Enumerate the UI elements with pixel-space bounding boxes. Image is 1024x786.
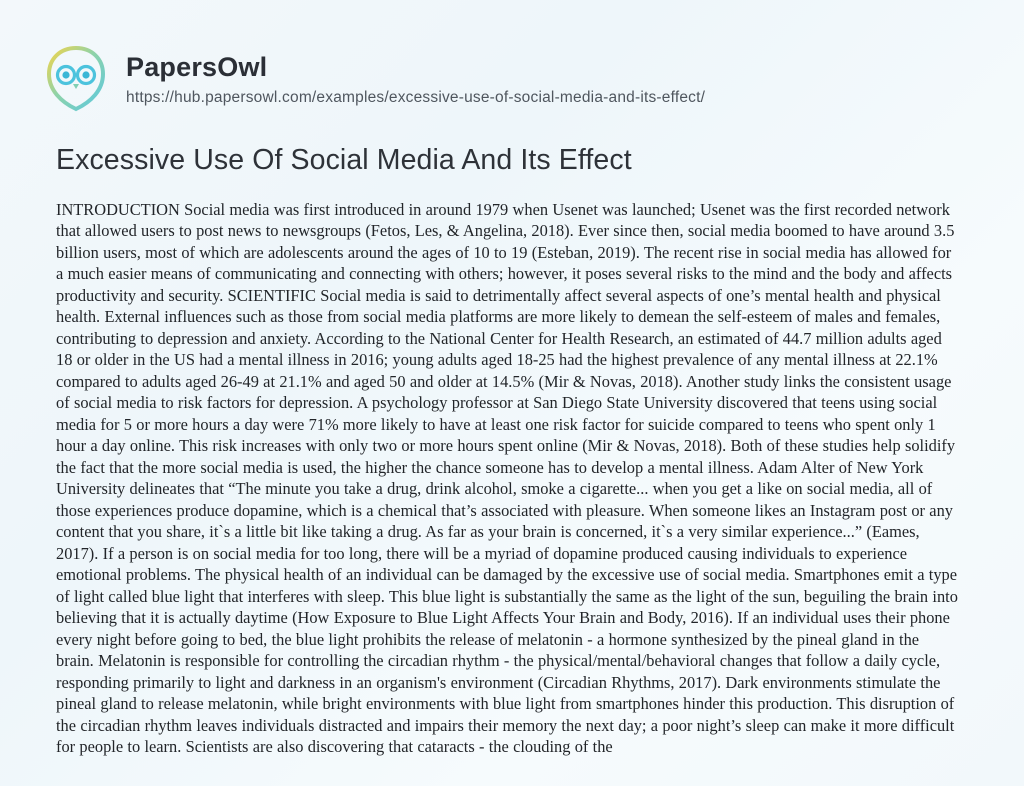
site-header [12, 12, 1012, 108]
owl-logo-icon [40, 42, 112, 114]
document-sheet [12, 12, 1012, 774]
document-content [12, 108, 1012, 758]
source-url[interactable]: https://hub.papersowl.com/examples/excessive-use-of-social-media-and-its-effect/ [126, 89, 706, 107]
article-body: INTRODUCTION Social media was first introduced in around 1979 when Usenet was launched; Usenet was the first recorded network that allowed users to post news to newsgroups (Fetos, Les, & Angelina, 2018). Ever since then, social media boomed to have around 3.5 billion users, most of which are adolescents around the ages of 10 to 19 (Esteban, 2019). The recent rise in social media has allowed for a much easier means of communicating and connecting with others; however, it poses several risks to the mind and the body and affects productivity and security. SCIENTIFIC Social media is said to detrimentally affect several aspects of one’s mental health and physical health. External influences such as those from social media platforms are more likely to demean the self-esteem of males and females, contributing to depression and anxiety. According to the National Center for Health Research, an estimated of 44.7 million adults aged 18 or older in the US had a mental illness in 2016; young adults aged 18-25 had the highest prevalence of any mental illness at 22.1% compared to adults aged 26-49 at 21.1% and aged 50 and older at 14.5% (Mir & Novas, 2018). Another study links the consistent usage of social media to risk factors for depression. A psychology professor at San Diego State University discovered that teens using social media for 5 or more hours a day were 71% more likely to have at least one risk factor for suicide compared to teens who spent only 1 hour a day online. This risk increases with only two or more hours spent online (Mir & Novas, 2018). Both of these studies help solidify the fact that the more social media is used, the higher the chance someone has to develop a mental illness. Adam Alter of New York University delineates that “The minute you take a drug, drink alcohol, smoke a cigarette... when you get a like on social media, all of those experiences produce dopamine, which is a chemical that’s associated with pleasure. When someone likes an Instagram post or any content that you share, it`s a little bit like taking a drug. As far as your brain is concerned, it`s a very similar experience...” (Eames, 2017). If a person is on social media for too long, there will be a myriad of dopamine produced causing individuals to experience emotional problems. The physical health of an individual can be damaged by the excessive use of social media. Smartphones emit a type of light called blue light that interferes with sleep. This blue light is substantially the same as the light of the sun, beguiling the brain into believing that it is actually daytime (How Exposure to Blue Light Affects Your Brain and Body, 2016). If an individual uses their phone every night before going to bed, the blue light prohibits the release of melatonin - a hormone synthesized by the pineal gland in the brain. Melatonin is responsible for controlling the circadian rhythm - the physical/mental/behavioral changes that follow a daily cycle, responding primarily to light and darkness in an organism's environment (Circadian Rhythms, 2017). Dark environments stimulate the pineal gland to release melatonin, while bright environments with blue light from smartphones hinder this production. This disruption of the circadian rhythm leaves individuals distracted and impairs their memory the next day; a poor night’s sleep can make it more difficult for people to learn. Scientists are also discovering that cataracts - the clouding of the [56, 200, 963, 757]
page-title: Excessive Use Of Social Media And Its Effect [56, 144, 632, 176]
brand-block [126, 49, 705, 108]
brand-name: PapersOwl [126, 51, 268, 82]
